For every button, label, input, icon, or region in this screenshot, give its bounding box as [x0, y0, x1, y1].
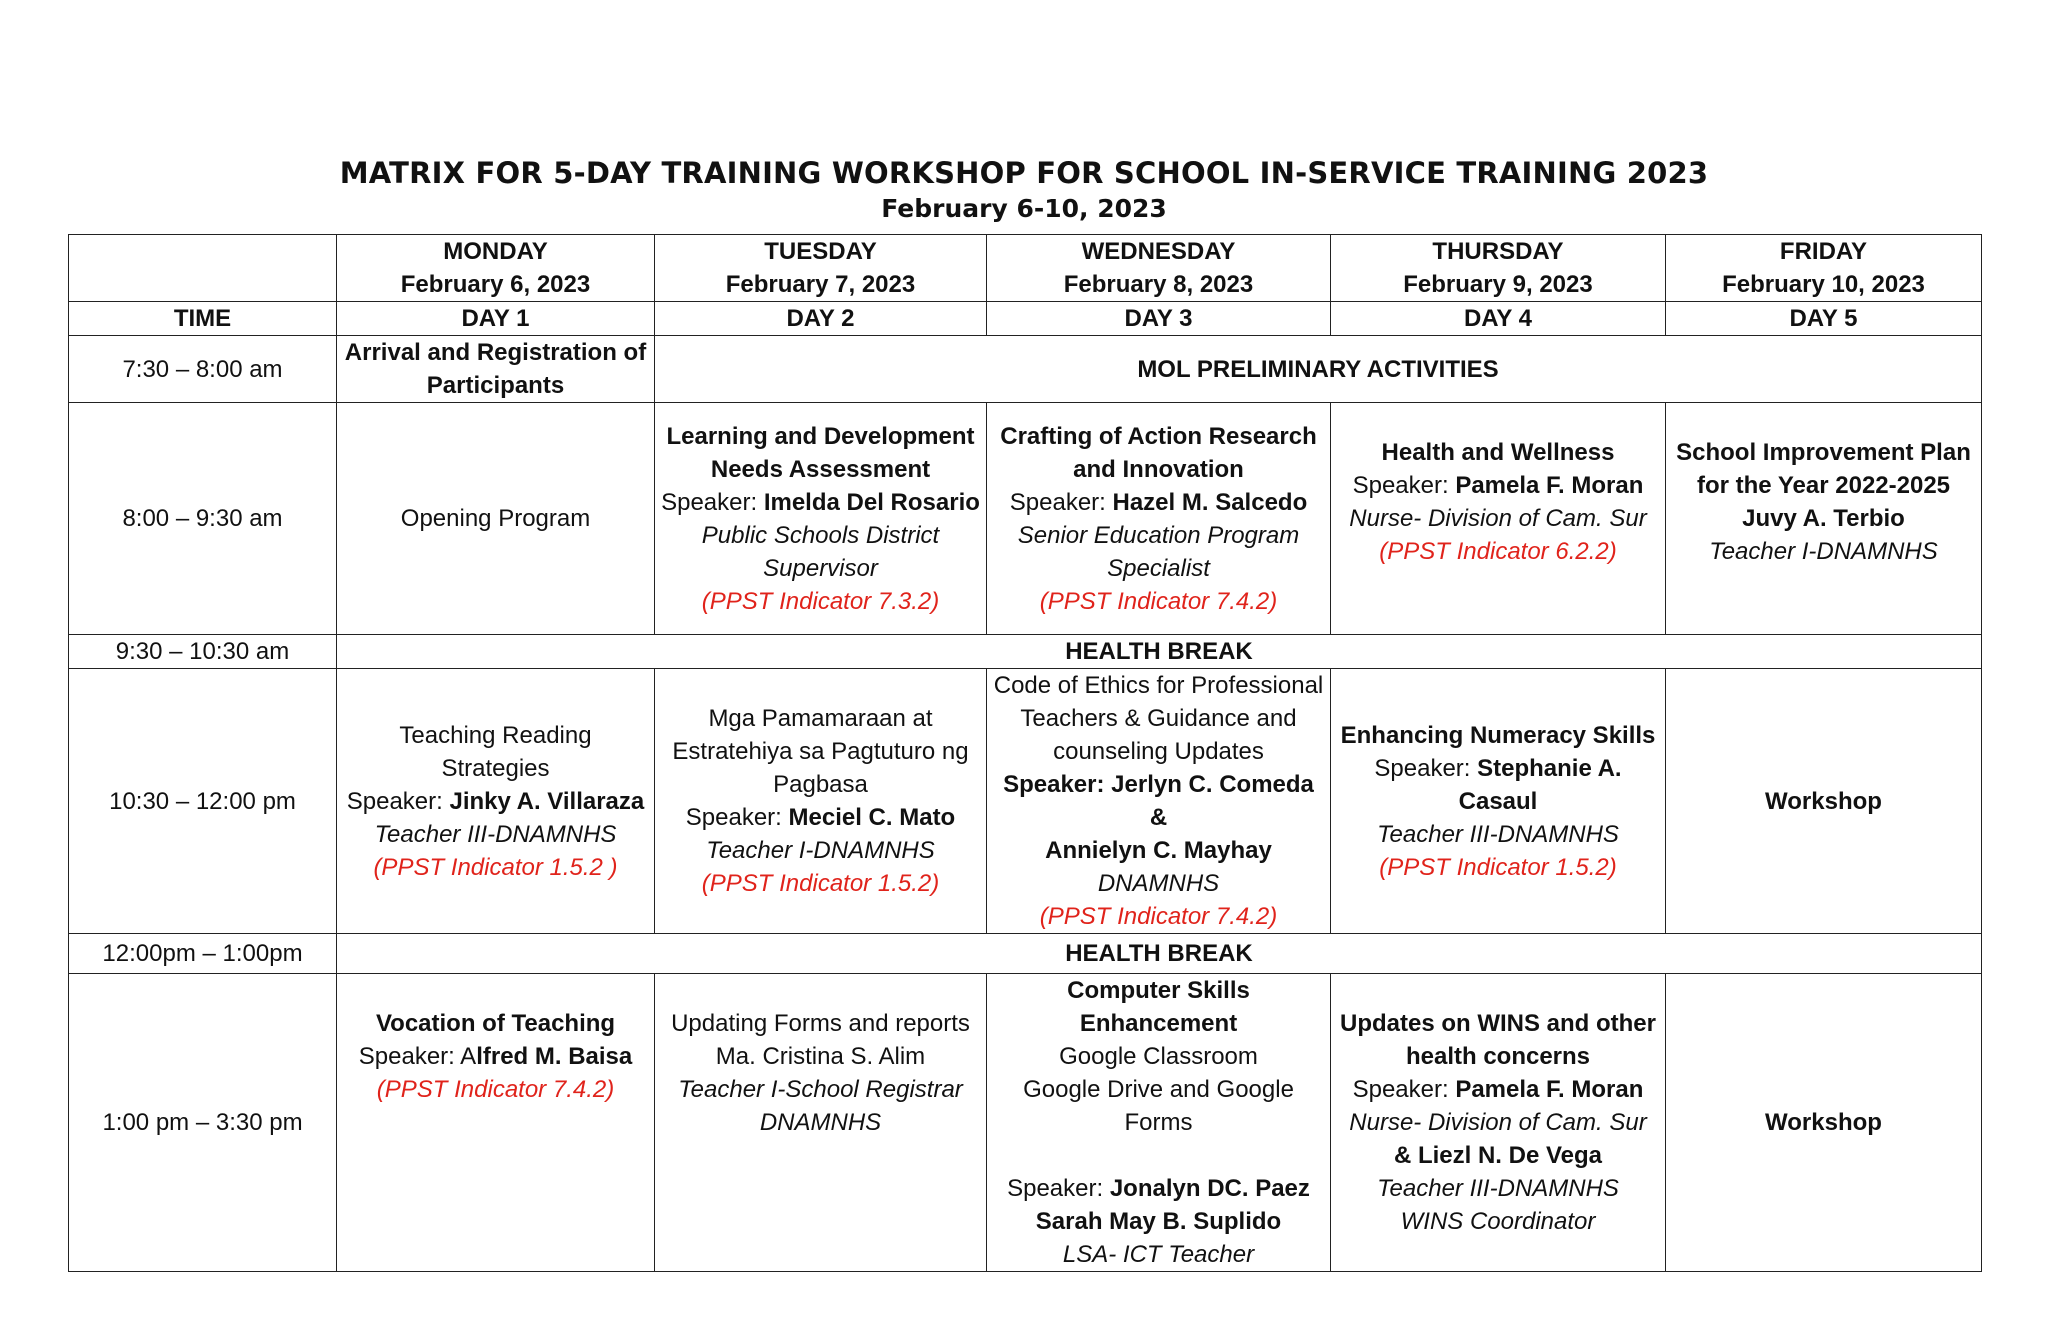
- day-3-label: DAY 3: [987, 302, 1331, 336]
- day-number-row: [69, 302, 1982, 336]
- schedule-row-0930: [69, 635, 1982, 669]
- schedule-row-0800: [69, 403, 1982, 635]
- session-monday: Arrival and Registration of Participants: [337, 336, 655, 403]
- session-friday: School Improvement Plan for the Year 2022-2025 Juvy A. Terbio Teacher I-DNAMNHS: [1666, 403, 1982, 635]
- ppst-indicator: (PPST Indicator 1.5.2): [701, 870, 940, 897]
- session-wednesday: Code of Ethics for Professional Teachers & Guidance and counseling Updates Speaker: Jerlyn C. Comeda & Annielyn C. Mayhay DNAMNHS (PPST Indicator 7.4.2): [987, 669, 1331, 934]
- header-monday: MONDAY February 6, 2023: [337, 235, 655, 302]
- time-cell: 8:00 – 9:30 am: [69, 403, 337, 635]
- session-thursday: Enhancing Numeracy Skills Speaker: Stephanie A. Casaul Teacher III-DNAMNHS (PPST Indicator 1.5.2): [1331, 669, 1666, 934]
- time-cell: 7:30 – 8:00 am: [69, 336, 337, 403]
- day-5-label: DAY 5: [1666, 302, 1982, 336]
- session-monday: Vocation of Teaching Speaker: Alfred M. Baisa (PPST Indicator 7.4.2): [337, 974, 655, 1272]
- session-thursday: Updates on WINS and other health concerns Speaker: Pamela F. Moran Nurse- Division of Cam. Sur & Liezl N. De Vega Teacher III-DNAMNHS WINS Coordinator: [1331, 974, 1666, 1272]
- header-friday: FRIDAY February 10, 2023: [1666, 235, 1982, 302]
- schedule-row-1200: [69, 934, 1982, 974]
- schedule-row-1030: [69, 669, 1982, 934]
- session-monday: Teaching Reading Strategies Speaker: Jinky A. Villaraza Teacher III-DNAMNHS (PPST Indicator 1.5.2 ): [337, 669, 655, 934]
- health-break: HEALTH BREAK: [337, 934, 1982, 974]
- session-tuesday: Updating Forms and reports Ma. Cristina S. Alim Teacher I-School Registrar DNAMNHS: [655, 974, 987, 1272]
- ppst-indicator: (PPST Indicator 6.2.2): [1379, 538, 1617, 565]
- session-wednesday: Crafting of Action Research and Innovation Speaker: Hazel M. Salcedo Senior Education Program Specialist (PPST Indicator 7.4.2): [987, 403, 1331, 635]
- ppst-indicator: (PPST Indicator 7.4.2): [1039, 903, 1278, 930]
- session-monday: Opening Program: [337, 403, 655, 635]
- blank-corner-cell: [69, 235, 337, 302]
- health-break: HEALTH BREAK: [337, 635, 1982, 669]
- session-friday: Workshop: [1666, 974, 1982, 1272]
- header-wednesday: WEDNESDAY February 8, 2023: [987, 235, 1331, 302]
- session-friday: Workshop: [1666, 669, 1982, 934]
- schedule-row-1300: [69, 974, 1982, 1272]
- header-tuesday: TUESDAY February 7, 2023: [655, 235, 987, 302]
- session-wednesday: Computer Skills Enhancement Google Classroom Google Drive and Google Forms Speaker: Jonalyn DC. Paez Sarah May B. Suplido LSA- ICT Teacher: [987, 974, 1331, 1272]
- ppst-indicator: (PPST Indicator 7.4.2): [376, 1076, 615, 1103]
- header-thursday: THURSDAY February 9, 2023: [1331, 235, 1666, 302]
- ppst-indicator: (PPST Indicator 7.4.2): [1039, 587, 1278, 615]
- document-title: MATRIX FOR 5-DAY TRAINING WORKSHOP FOR SCHOOL IN-SERVICE TRAINING 2023: [339, 156, 1709, 190]
- ppst-indicator: (PPST Indicator 1.5.2): [1379, 853, 1617, 881]
- session-tuesday: Mga Pamamaraan at Estratehiya sa Pagtuturo ng Pagbasa Speaker: Meciel C. Mato Teacher I-DNAMNHS (PPST Indicator 1.5.2): [655, 669, 987, 934]
- time-cell: 12:00pm – 1:00pm: [69, 934, 337, 974]
- session-thursday: Health and Wellness Speaker: Pamela F. Moran Nurse- Division of Cam. Sur (PPST Indicator 6.2.2): [1331, 403, 1666, 635]
- weekday-header-row: [69, 235, 1982, 302]
- schedule-row-0730: [69, 336, 1982, 403]
- training-matrix-table: [68, 234, 1982, 1272]
- time-cell: 9:30 – 10:30 am: [69, 635, 337, 669]
- day-2-label: DAY 2: [655, 302, 987, 336]
- mol-preliminary-activities: MOL PRELIMINARY ACTIVITIES: [655, 336, 1982, 403]
- time-cell: 10:30 – 12:00 pm: [69, 669, 337, 934]
- session-tuesday: Learning and Development Needs Assessment Speaker: Imelda Del Rosario Public Schools District Supervisor (PPST Indicator 7.3.2): [655, 403, 987, 635]
- ppst-indicator: (PPST Indicator 1.5.2 ): [373, 853, 618, 881]
- ppst-indicator: (PPST Indicator 7.3.2): [701, 587, 940, 615]
- document-subtitle: February 6-10, 2023: [881, 194, 1167, 223]
- time-cell: 1:00 pm – 3:30 pm: [69, 974, 337, 1272]
- day-4-label: DAY 4: [1331, 302, 1666, 336]
- time-column-header: TIME: [69, 302, 337, 336]
- day-1-label: DAY 1: [337, 302, 655, 336]
